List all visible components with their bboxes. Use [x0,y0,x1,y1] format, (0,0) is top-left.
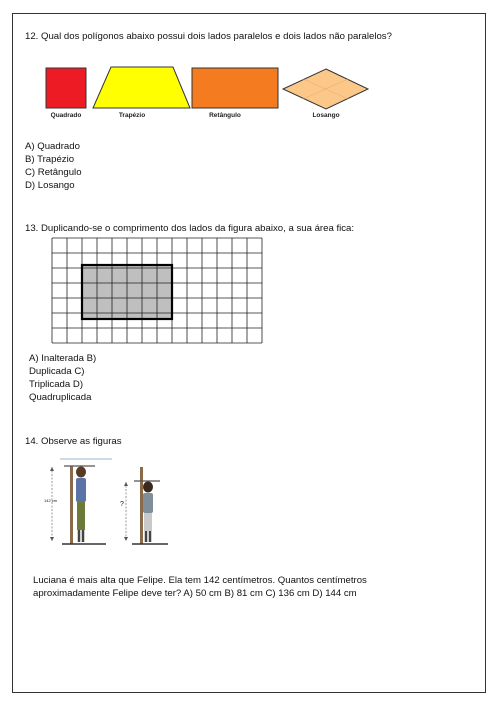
measuring-pole-left [70,466,73,544]
q12-option-a: A) Quadrado [25,141,80,152]
height-label-142: 142 cm [44,498,58,503]
trapezoid-label: Trapézio [118,112,146,119]
unknown-height-label: ? [120,501,124,508]
boy-figure [143,482,153,543]
q13-question: 13. Duplicando-se o comprimento dos lados da figura abaixo, a sua área fica: [25,223,355,234]
q12-shapes-figure [0,0,500,130]
q13-options-line-4: Quadruplicada [29,392,92,403]
q12-option-b: B) Trapézio [25,154,75,165]
height-measure-figure [40,455,180,550]
rectangle-label: Retângulo [209,112,241,119]
q12-option-c: C) Retângulo [25,167,82,178]
q13-options-line-1: A) Inalterada B) [29,353,97,364]
square-label: Quadrado [50,112,82,119]
rectangle-shape [192,68,278,108]
q14-text: Luciana é mais alta que Felipe. Ela tem 142 centímetros. Quantos centímetros aproximadamente Felipe deve ter? A) 50 cm B) 81 cm C) 136 cm D) 144 cm [33,575,367,599]
q14-question: 14. Observe as figuras [25,436,122,447]
girl-figure [76,467,86,543]
q12-option-d: D) Losango [25,180,75,191]
square-grid-figure [52,238,262,344]
trapezoid-shape [93,67,190,108]
q13-options-line-2: Duplicada C) [29,366,85,377]
q13-options-line-3: Triplicada D) [29,379,84,390]
measuring-pole-right [140,467,143,544]
square-shape [46,68,86,108]
rhombus-label: Losango [312,112,340,119]
q12-question: 12. Qual dos polígonos abaixo possui dois lados paralelos e dois lados não paralelos? [25,31,392,42]
